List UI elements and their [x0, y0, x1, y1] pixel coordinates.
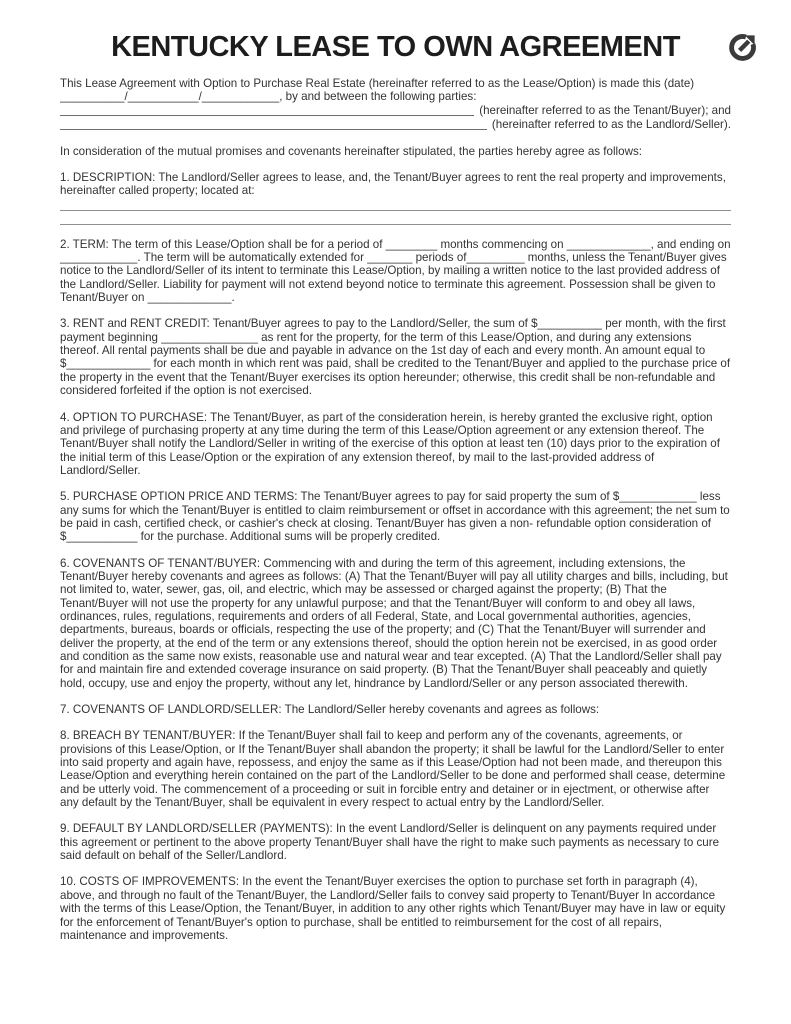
document-title: KENTUCKY LEASE TO OWN AGREEMENT: [111, 31, 680, 63]
property-address-blank-line-2: [60, 211, 731, 225]
section-2-term: 2. TERM: The term of this Lease/Option shall be for a period of ________ months commencing on _____________, and ending on ____________. The term will be automatically extended for _______ periods of_________ months, unless the Tenant/Buyer gives notice to the Landlord/Seller of its intent to terminate this Lease/Option, by mailing a written notice to the last provided address of the Landlord/Seller. Liability for payment will not extend beyond notice to terminate this agreement. Possession shall be given to Tenant/Buyer on _____________.: [60, 237, 731, 305]
section-1-description: 1. DESCRIPTION: The Landlord/Seller agrees to lease, and, the Tenant/Buyer agrees to rent the real property and improvements, hereinafter called property; located at:: [60, 171, 726, 198]
landlord-party-label: (hereinafter referred to as the Landlord/Seller).: [491, 118, 731, 132]
property-address-blanks: [60, 198, 731, 225]
intro-line-1: This Lease Agreement with Option to Purchase Real Estate (hereinafter referred to as the Lease/Option) is made this (date): [60, 77, 695, 90]
section-10-costs-of-improvements: 10. COSTS OF IMPROVEMENTS: In the event the Tenant/Buyer exercises the option to purchase set forth in paragraph (4), above, and through no fault of the Tenant/Buyer, the Landlord/Seller fails to convey said property to Tenant/Buyer In accordance with the terms of this Lease/Option, the Tenant/Buyer, in addition to any other rights which Tenant/Buyer may have in law or equity for the enforcement of Tenant/Buyer's option to purchase, shall be entitled to reimbursement for the cost of all repairs, maintenance and improvements.: [60, 875, 726, 942]
section-8-breach-by-tenant-buyer: 8. BREACH BY TENANT/BUYER: If the Tenant/Buyer shall fail to keep and perform any of the covenants, agreements, or provisions of this Lease/Option, or If the Tenant/Buyer shall abandon the property; it shall be lawful for the Landlord/Seller to enter into said property and again have, repossess, and enjoy the same as if this Lease/Option had not been made, and thereupon this Lease/Option and everything herein contained on the part of the Landlord/Seller to be done and performed shall cease, determine and be utterly void. The commencement of a proceeding or suit in forcible entry and detainer or in ejectment, or otherwise after any default by the Tenant/Buyer, shall be equivalent in every respect to actual entry by the Landlord/Seller.: [60, 729, 726, 810]
landlord-party-line: [60, 118, 731, 132]
document-body: [0, 77, 791, 942]
consideration-clause: In consideration of the mutual promises and covenants hereinafter stipulated, the parties hereby agree as follows:: [60, 144, 642, 158]
section-5-purchase-option-price-and-terms: 5. PURCHASE OPTION PRICE AND TERMS: The Tenant/Buyer agrees to pay for said property the sum of $____________ less any sums for which the Tenant/Buyer is entitled to claim reimbursement or offset in accordance with this agreement; the net sum to be paid in cash, certified check, or cashier's check at closing. Tenant/Buyer has given a non- refundable option consideration of $___________ for the purchase. Additional sums will be properly credited.: [60, 490, 730, 544]
intro-paragraph: [60, 77, 731, 132]
tenant-name-blank: [60, 104, 474, 116]
intro-date-blanks-line: __________/___________/____________, by and between the following parties:: [60, 90, 477, 104]
section-7-covenants-of-landlord-seller: 7. COVENANTS OF LANDLORD/SELLER: The Landlord/Seller hereby covenants and agrees as follows:: [60, 703, 600, 717]
section-4-option-to-purchase: 4. OPTION TO PURCHASE: The Tenant/Buyer, as part of the consideration herein, is hereby granted the exclusive right, option and privilege of purchasing property at any time during the term of this Lease/Option agreement or any extension thereof. The Tenant/Buyer shall notify the Landlord/Seller in writing of the exercise of this option at least ten (10) days prior to the expiration of the initial term of this Lease/Option or the expiration of any extension thereof, by mail to the last-provided address of Landlord/Seller.: [60, 410, 720, 477]
circular-arrow-icon: [727, 32, 758, 63]
section-3-rent-and-rent-credit: 3. RENT and RENT CREDIT: Tenant/Buyer agrees to pay to the Landlord/Seller, the sum of $__________ per month, with the first payment beginning _______________ as rent for the property, for the term of this Lease/Option, and during any extensions thereof. All rental payments shall be due and payable in advance on the 1st day of each and every month. An amount equal to $_____________ for each month in which rent was paid, shall be credited to the Tenant/Buyer and applied to the purchase price of the property in the event that the Tenant/Buyer exercises its option hereunder; otherwise, this credit shall be non-refundable and considered forfeited if the option is not exercised.: [60, 317, 731, 398]
section-6-covenants-of-tenant-buyer: 6. COVENANTS OF TENANT/BUYER: Commencing with and during the term of this agreement, including extensions, the Tenant/Buyer hereby covenants and agrees as follows: (A) That the Tenant/Buyer will pay all utility charges and bills, including, but not limited to, water, sewer, gas, oil, and electric, which may be assessed or charged against the property; (B) That the Tenant/Buyer will not use the property for any unlawful purpose; and that the Tenant/Buyer will conform to and obey all laws, ordinances, rules, regulations, requirements and orders of all Federal, State, and Local governmental authorities, agencies, departments, bureaus, boards or officials, respecting the use of the property; and (C) That the Tenant/Buyer will surrender and deliver the property, at the end of the term or any extensions thereof, should the option herein not be exercised, in as good order and condition as the same now exists, reasonable use and natural wear and tear excepted. (A) That the Landlord/Seller shall pay for and maintain fire and extended coverage insurance on said property. (B) That the Tenant/Buyer shall peaceably and quietly hold, occupy, use and enjoy the property, without any let, hindrance by Landlord/Seller or any person associated therewith.: [60, 556, 728, 690]
section-9-default-by-landlord-seller: 9. DEFAULT BY LANDLORD/SELLER (PAYMENTS): In the event Landlord/Seller is delinquent on any payments required under this agreement or pertinent to the above property Tenant/Buyer shall have the right to make such payments as necessary to cure said default on behalf of the Seller/Landlord.: [60, 822, 720, 863]
document-header: [0, 0, 791, 64]
property-address-blank-line-1: [60, 198, 731, 212]
tenant-party-label: (hereinafter referred to as the Tenant/Buyer); and: [479, 104, 731, 118]
landlord-name-blank: [60, 118, 487, 130]
tenant-party-line: [60, 104, 731, 118]
